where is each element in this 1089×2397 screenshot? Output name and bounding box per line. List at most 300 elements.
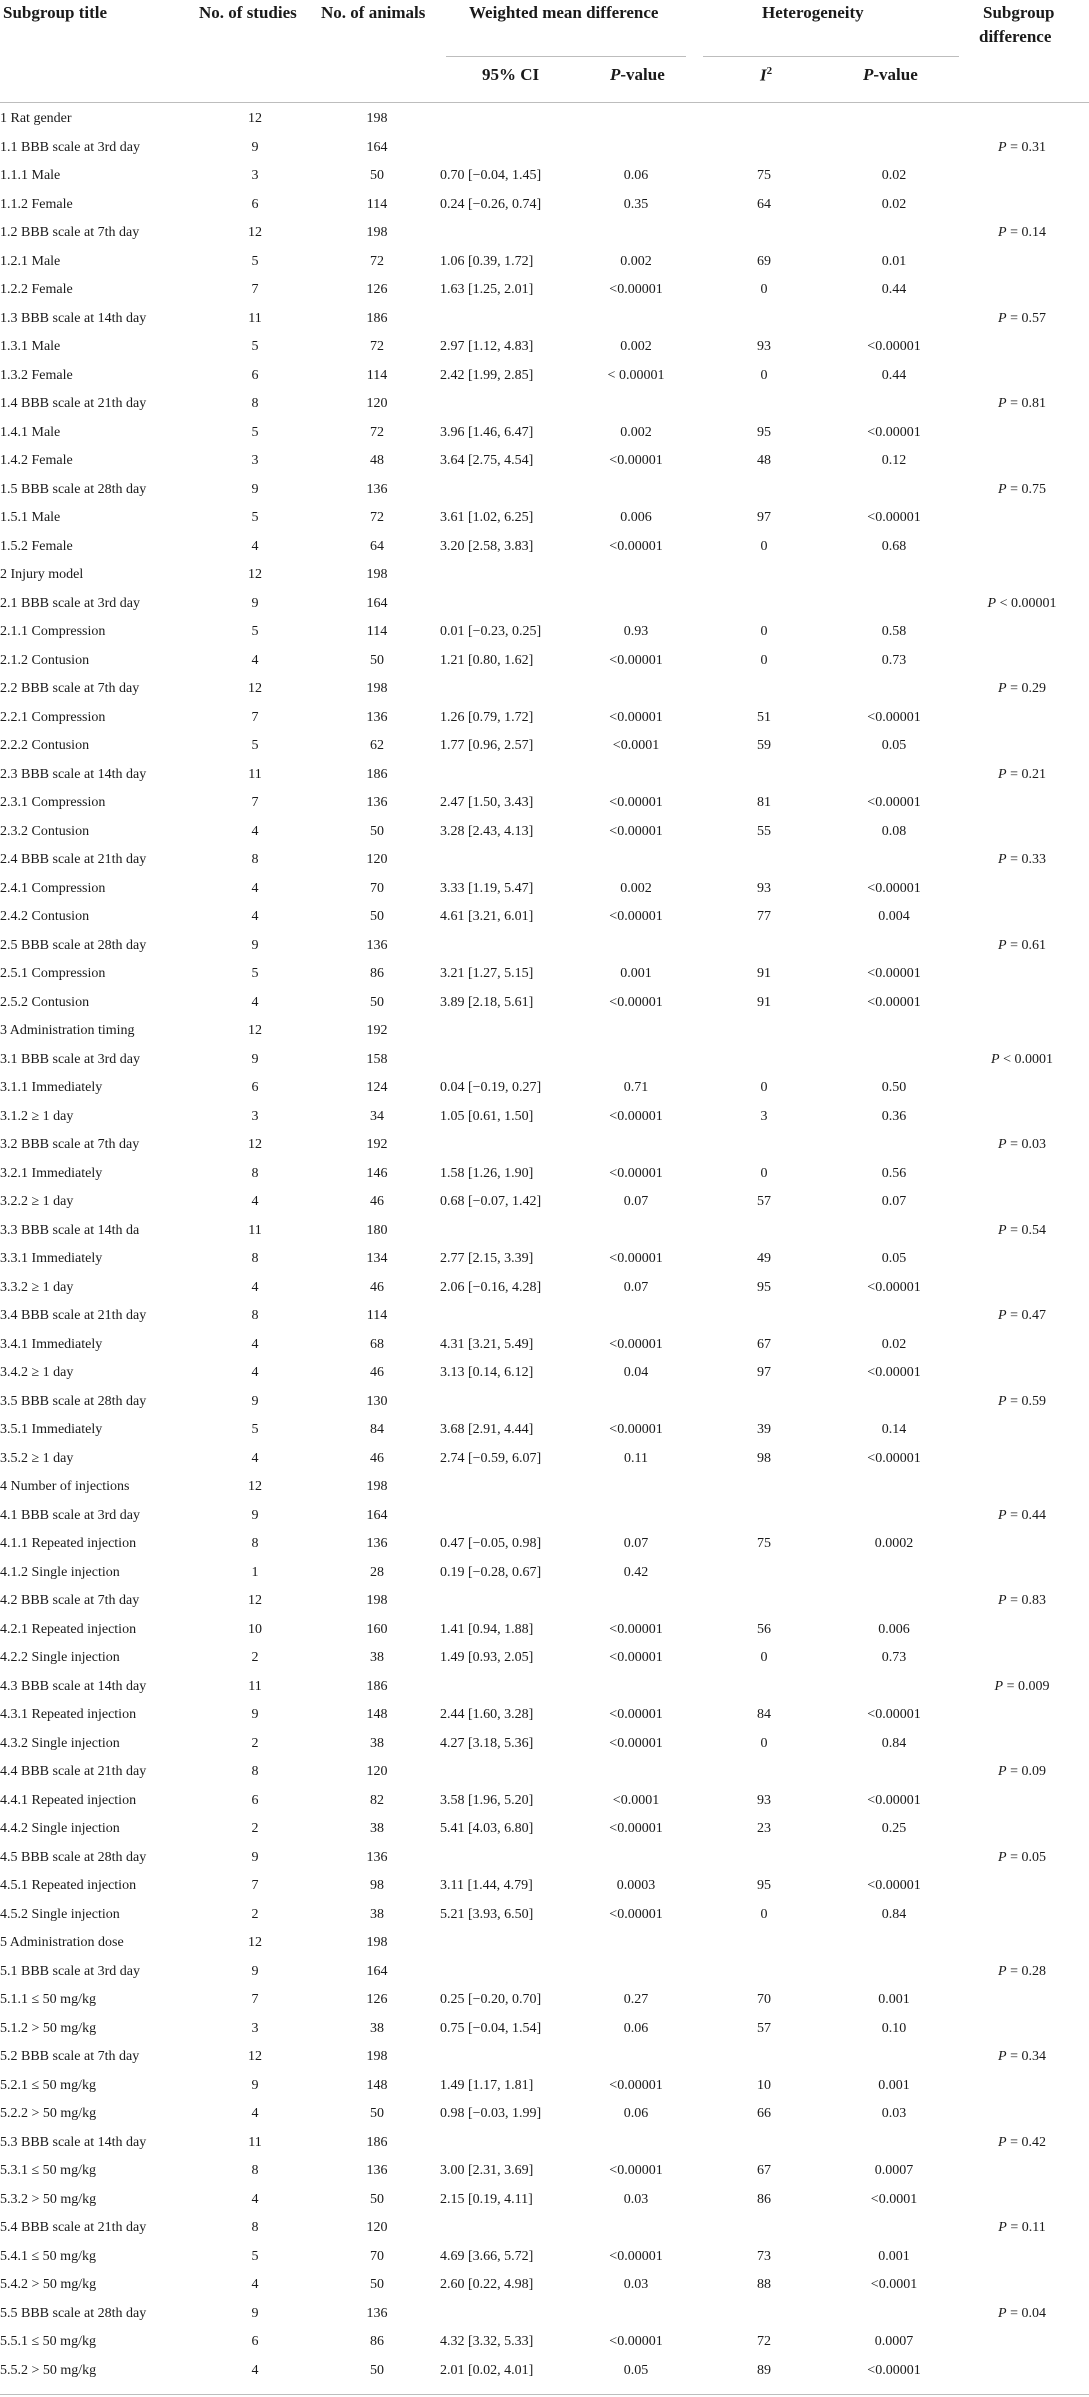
studies-count-cell: 6 [251,2334,259,2350]
subgroup-difference-cell [955,362,1089,391]
subgroup-title-cell: 5.5 BBB scale at 28th day [0,2305,147,2321]
subgroup-title-cell: 2.3 BBB scale at 14th day [0,766,147,782]
table-row [0,1388,1089,1417]
table-row [0,1302,1089,1331]
animals-count-cell: 136 [366,795,388,811]
table-row [0,1559,1089,1588]
studies-count-cell: 8 [251,396,259,412]
wmd-ci-cell [440,675,577,704]
header-heterogeneity-p-value: P-value [863,65,918,84]
subgroup-difference-cell: P = 0.83 [998,1593,1046,1609]
studies-count-cell: 2 [251,1650,259,1666]
studies-count-cell: 1 [251,1564,259,1580]
subgroup-title-cell: 3.4.2 ≥ 1 day [0,1365,74,1381]
subgroup-difference-cell [955,419,1089,448]
animals-count-cell: 38 [370,1906,384,1922]
subgroup-difference-cell [955,1929,1089,1958]
wmd-p-value-cell: < 0.00001 [607,367,665,383]
heterogeneity-p-value-cell [833,1017,955,1046]
subgroup-title-cell: 3.2.1 Immediately [0,1165,103,1181]
subgroup-difference-cell [955,191,1089,220]
subgroup-title-cell: 1.3 BBB scale at 14th day [0,310,147,326]
wmd-ci-cell: 0.01 [−0.23, 0.25] [440,624,542,640]
i-squared-cell: 95 [757,424,771,440]
table-row [0,447,1089,476]
subgroup-difference-cell [955,789,1089,818]
wmd-ci-cell: 2.77 [2.15, 3.39] [440,1251,534,1267]
wmd-ci-cell [440,2214,577,2243]
animals-count-cell: 46 [370,1279,384,1295]
heterogeneity-p-value-cell: 0.004 [878,909,910,925]
i-squared-cell: 57 [757,2020,771,2036]
wmd-ci-cell [440,1673,577,1702]
subgroup-table [0,105,1089,2385]
table-row [0,1046,1089,1075]
studies-count-cell: 9 [251,1963,259,1979]
animals-count-cell: 164 [366,595,388,611]
subgroup-title-cell: 1.2.2 Female [0,282,73,298]
wmd-ci-cell: 1.05 [0.61, 1.50] [440,1108,534,1124]
heterogeneity-p-value-cell [833,134,955,163]
animals-count-cell: 38 [370,1650,384,1666]
subgroup-title-cell: 1.5.2 Female [0,538,73,554]
header-no-studies: No. of studies [199,3,297,22]
studies-count-cell: 5 [251,966,259,982]
subgroup-title-cell: 3.4 BBB scale at 21th day [0,1308,147,1324]
heterogeneity-p-value-cell [833,390,955,419]
i-squared-cell: 0 [760,624,768,640]
wmd-p-value-cell: <0.00001 [609,1165,663,1181]
i-squared-cell: 89 [757,2362,771,2378]
table-row [0,1644,1089,1673]
animals-count-cell: 72 [370,339,384,355]
wmd-p-value-cell: <0.00001 [609,1707,663,1723]
wmd-p-value-cell: 0.07 [623,1194,649,1210]
wmd-ci-cell [440,1587,577,1616]
table-row [0,704,1089,733]
i-squared-cell: 64 [757,196,771,212]
animals-count-cell: 50 [370,909,384,925]
heterogeneity-p-value-cell: 0.50 [881,1080,907,1096]
subgroup-title-cell: 3.3.1 Immediately [0,1251,103,1267]
wmd-p-value-cell [577,1958,695,1987]
studies-count-cell: 5 [251,738,259,754]
studies-count-cell: 9 [251,139,259,155]
i-squared-cell: 55 [757,823,771,839]
heterogeneity-p-value-cell: 0.84 [881,1735,907,1751]
wmd-p-value-cell: <0.00001 [609,1735,663,1751]
animals-count-cell: 160 [366,1621,388,1637]
i-squared-cell: 72 [757,2334,771,2350]
animals-count-cell: 86 [370,2334,384,2350]
animals-count-cell: 72 [370,424,384,440]
table-row [0,618,1089,647]
i-squared-cell [695,1217,833,1246]
i-squared-cell [695,1587,833,1616]
wmd-p-value-cell [577,1587,695,1616]
animals-count-cell: 198 [366,1479,388,1495]
subgroup-title-cell: 2.1 BBB scale at 3rd day [0,595,140,611]
i-squared-cell [695,2129,833,2158]
studies-count-cell: 12 [248,1935,262,1951]
table-row [0,1217,1089,1246]
wmd-p-value-cell: 0.71 [623,1080,649,1096]
subgroup-title-cell: 4.4.1 Repeated injection [0,1792,137,1808]
table-row [0,390,1089,419]
animals-count-cell: 198 [366,2049,388,2065]
heterogeneity-p-value-cell: <0.00001 [867,1450,921,1466]
table-row [0,2129,1089,2158]
wmd-p-value-cell [577,1502,695,1531]
i-squared-cell: 23 [757,1821,771,1837]
table-row [0,1986,1089,2015]
heterogeneity-p-value-cell: 0.006 [878,1621,910,1637]
animals-count-cell: 120 [366,2220,388,2236]
header-heterogeneity: Heterogeneity [762,3,864,22]
heterogeneity-p-value-cell: 0.73 [881,1650,907,1666]
table-row [0,1530,1089,1559]
wmd-p-value-cell: 0.42 [623,1564,649,1580]
subgroup-difference-cell [955,1815,1089,1844]
table-row [0,1074,1089,1103]
i-squared-cell [695,1559,833,1588]
table-row [0,162,1089,191]
i-squared-cell [695,390,833,419]
subgroup-title-cell: 3.2 BBB scale at 7th day [0,1137,140,1153]
animals-count-cell: 126 [366,282,388,298]
i-squared-cell: 0 [760,652,768,668]
wmd-ci-cell: 5.41 [4.03, 6.80] [440,1821,534,1837]
wmd-ci-cell [440,2300,577,2329]
studies-count-cell: 7 [251,795,259,811]
table-body [0,105,1089,2385]
studies-count-cell: 7 [251,709,259,725]
animals-count-cell: 164 [366,1963,388,1979]
studies-count-cell: 6 [251,196,259,212]
subgroup-title-cell: 5 Administration dose [0,1935,124,1951]
subgroup-difference-cell [955,504,1089,533]
animals-count-cell: 64 [370,538,384,554]
animals-count-cell: 46 [370,1450,384,1466]
table-row [0,1787,1089,1816]
heterogeneity-p-value-cell: 0.58 [881,624,907,640]
wmd-p-value-cell [577,932,695,961]
table-row [0,2186,1089,2215]
wmd-ci-cell: 1.58 [1.26, 1.90] [440,1165,534,1181]
heterogeneity-p-value-cell: 0.68 [881,538,907,554]
animals-count-cell: 50 [370,2362,384,2378]
subgroup-title-cell: 1 Rat gender [0,111,72,127]
animals-count-cell: 134 [366,1251,388,1267]
subgroup-title-cell: 1.2 BBB scale at 7th day [0,225,140,241]
studies-count-cell: 7 [251,1992,259,2008]
studies-count-cell: 11 [248,2134,262,2150]
heterogeneity-p-value-cell: 0.03 [881,2106,907,2122]
subgroup-difference-cell [955,1530,1089,1559]
subgroup-title-cell: 2.4.2 Contusion [0,909,90,925]
wmd-ci-cell: 0.70 [−0.04, 1.45] [440,168,542,184]
wmd-p-value-cell: 0.07 [623,1279,649,1295]
studies-count-cell: 9 [251,1393,259,1409]
heterogeneity-p-value-cell [833,2214,955,2243]
heterogeneity-p-value-cell: <0.00001 [867,1878,921,1894]
wmd-p-value-cell [577,390,695,419]
table-row [0,2015,1089,2044]
heterogeneity-p-value-cell: 0.0007 [874,2334,914,2350]
i-squared-cell [695,2300,833,2329]
subgroup-difference-cell [955,1416,1089,1445]
studies-count-cell: 10 [248,1621,262,1637]
i-squared-cell: 77 [757,909,771,925]
studies-count-cell: 5 [251,253,259,269]
studies-count-cell: 3 [251,2020,259,2036]
header-95-ci: 95% CI [482,65,540,84]
subgroup-difference-cell: P = 0.75 [998,481,1046,497]
wmd-ci-cell [440,2043,577,2072]
studies-count-cell: 5 [251,424,259,440]
subgroup-difference-cell: P < 0.0001 [991,1051,1053,1067]
wmd-ci-cell [440,1758,577,1787]
wmd-ci-cell: 4.27 [3.18, 5.36] [440,1735,534,1751]
animals-count-cell: 70 [370,2248,384,2264]
wmd-p-value-cell: <0.00001 [609,538,663,554]
table-row [0,248,1089,277]
subgroup-difference-cell: P = 0.31 [998,139,1046,155]
studies-count-cell: 4 [251,994,259,1010]
header-no-animals: No. of animals [321,3,426,22]
animals-count-cell: 50 [370,652,384,668]
subgroup-difference-cell [955,2271,1089,2300]
i-squared-cell: 0 [760,1650,768,1666]
wmd-ci-cell [440,561,577,590]
heterogeneity-p-value-cell: 0.0007 [874,2163,914,2179]
wmd-ci-cell [440,1017,577,1046]
animals-count-cell: 28 [370,1564,384,1580]
heterogeneity-p-value-cell [833,2300,955,2329]
i-squared-cell [695,1958,833,1987]
wmd-ci-cell: 3.33 [1.19, 5.47] [440,880,534,896]
studies-count-cell: 12 [248,225,262,241]
wmd-ci-cell: 1.63 [1.25, 2.01] [440,282,534,298]
wmd-p-value-cell [577,2043,695,2072]
wmd-p-value-cell: 0.93 [623,624,649,640]
studies-count-cell: 4 [251,538,259,554]
wmd-p-value-cell [577,2214,695,2243]
subgroup-title-cell: 3 Administration timing [0,1023,135,1039]
wmd-ci-cell: 3.20 [2.58, 3.83] [440,538,534,554]
heterogeneity-p-value-cell: <0.00001 [867,510,921,526]
wmd-ci-cell: 2.44 [1.60, 3.28] [440,1707,534,1723]
animals-count-cell: 46 [370,1365,384,1381]
wmd-ci-cell: 0.98 [−0.03, 1.99] [440,2106,542,2122]
animals-count-cell: 186 [366,766,388,782]
wmd-p-value-cell [577,846,695,875]
wmd-ci-cell: 2.47 [1.50, 3.43] [440,795,534,811]
subgroup-title-cell: 3.5 BBB scale at 28th day [0,1393,147,1409]
subgroup-difference-cell: P = 0.47 [998,1308,1046,1324]
subgroup-title-cell: 4.4.2 Single injection [0,1821,120,1837]
wmd-p-value-cell: <0.00001 [609,282,663,298]
table-row [0,1445,1089,1474]
animals-count-cell: 124 [366,1080,388,1096]
subgroup-title-cell: 4.3.2 Single injection [0,1735,120,1751]
table-row [0,2157,1089,2186]
heterogeneity-p-value-cell [833,1217,955,1246]
animals-count-cell: 46 [370,1194,384,1210]
subgroup-difference-cell [955,1245,1089,1274]
wmd-p-value-cell: <0.00001 [609,1336,663,1352]
i-squared-cell: 0 [760,1080,768,1096]
heterogeneity-p-value-cell [833,1758,955,1787]
subgroup-difference-cell [955,960,1089,989]
i-squared-cell: 67 [757,2163,771,2179]
i-squared-cell: 67 [757,1336,771,1352]
animals-count-cell: 130 [366,1393,388,1409]
i-squared-cell [695,675,833,704]
subgroup-difference-cell [955,2357,1089,2386]
wmd-ci-cell [440,1388,577,1417]
heterogeneity-p-value-cell: 0.25 [881,1821,907,1837]
subgroup-difference-cell [955,333,1089,362]
studies-count-cell: 8 [251,1764,259,1780]
animals-count-cell: 34 [370,1108,384,1124]
table-row [0,2043,1089,2072]
wmd-p-value-cell: 0.11 [624,1450,648,1466]
table-row [0,875,1089,904]
table-row [0,789,1089,818]
animals-count-cell: 136 [366,937,388,953]
heterogeneity-p-value-cell: 0.10 [881,2020,907,2036]
studies-count-cell: 8 [251,2220,259,2236]
studies-count-cell: 11 [248,1678,262,1694]
i-squared-cell [695,305,833,334]
wmd-ci-cell: 3.11 [1.44, 4.79] [440,1878,533,1894]
header-i-squared: $I^2$ [760,65,773,85]
animals-count-cell: 38 [370,1821,384,1837]
wmd-p-value-cell: 0.05 [623,2362,649,2378]
heterogeneity-p-value-cell [833,846,955,875]
i-squared-cell [695,846,833,875]
animals-count-cell: 50 [370,2277,384,2293]
heterogeneity-p-value-cell: <0.00001 [867,339,921,355]
i-squared-cell [695,1046,833,1075]
wmd-p-value-cell: <0.00001 [609,1821,663,1837]
subgroup-title-cell: 3.5.2 ≥ 1 day [0,1450,74,1466]
subgroup-difference-cell [955,1359,1089,1388]
table-row [0,818,1089,847]
heterogeneity-p-value-cell: <0.00001 [867,1365,921,1381]
wmd-ci-cell: 2.60 [0.22, 4.98] [440,2277,534,2293]
subgroup-title-cell: 4.2.1 Repeated injection [0,1621,137,1637]
heterogeneity-p-value-cell [833,219,955,248]
heterogeneity-p-value-cell: 0.001 [878,2077,910,2093]
wmd-p-value-cell: 0.002 [620,339,652,355]
wmd-ci-cell: 0.68 [−0.07, 1.42] [440,1194,542,1210]
i-squared-cell: 95 [757,1878,771,1894]
subgroup-difference-cell [955,1986,1089,2015]
wmd-ci-cell: 4.32 [3.32, 5.33] [440,2334,534,2350]
subgroup-title-cell: 4.1 BBB scale at 3rd day [0,1507,140,1523]
subgroup-title-cell: 1.4 BBB scale at 21th day [0,396,147,412]
wmd-ci-cell: 1.26 [0.79, 1.72] [440,709,534,725]
table-row [0,1616,1089,1645]
subgroup-difference-cell [955,2100,1089,2129]
animals-count-cell: 48 [370,453,384,469]
animals-count-cell: 126 [366,1992,388,2008]
heterogeneity-p-value-cell: 0.84 [881,1906,907,1922]
subgroup-title-cell: 4.3 BBB scale at 14th day [0,1678,147,1694]
i-squared-cell: 95 [757,1279,771,1295]
table-row [0,1331,1089,1360]
heterogeneity-p-value-cell: 0.73 [881,652,907,668]
i-squared-cell [695,476,833,505]
subgroup-difference-cell [955,1616,1089,1645]
wmd-ci-cell: 5.21 [3.93, 6.50] [440,1906,534,1922]
heterogeneity-p-value-cell: 0.05 [881,738,907,754]
animals-count-cell: 114 [366,196,388,212]
heterogeneity-p-value-cell: <0.00001 [867,1707,921,1723]
wmd-p-value-cell [577,1131,695,1160]
heterogeneity-p-value-cell: 0.05 [881,1251,907,1267]
wmd-ci-cell: 2.97 [1.12, 4.83] [440,339,534,355]
heterogeneity-p-value-cell [833,105,955,134]
table-row [0,1188,1089,1217]
subgroup-difference-cell [955,647,1089,676]
animals-count-cell: 114 [366,1308,388,1324]
subgroup-difference-cell [955,1103,1089,1132]
wmd-p-value-cell: 0.03 [623,2191,649,2207]
i-squared-cell [695,590,833,619]
heterogeneity-p-value-cell [833,305,955,334]
subgroup-difference-cell [955,2015,1089,2044]
subgroup-title-cell: 5.2 BBB scale at 7th day [0,2049,140,2065]
subgroup-title-cell: 5.4.2 > 50 mg/kg [0,2277,97,2293]
wmd-ci-cell: 3.00 [2.31, 3.69] [440,2163,534,2179]
i-squared-cell [695,561,833,590]
animals-count-cell: 136 [366,2305,388,2321]
table-row [0,1673,1089,1702]
wmd-ci-cell: 2.06 [−0.16, 4.28] [440,1279,542,1295]
table-row [0,333,1089,362]
heterogeneity-p-value-cell: 0.0002 [874,1536,914,1552]
subgroup-difference-cell [955,1473,1089,1502]
i-squared-cell: 10 [757,2077,771,2093]
i-squared-cell: 59 [757,738,771,754]
studies-count-cell: 5 [251,2248,259,2264]
wmd-p-value-cell [577,675,695,704]
subgroup-difference-cell: P = 0.11 [998,2220,1046,2236]
wmd-p-value-cell: 0.06 [623,168,649,184]
subgroup-difference-cell [955,162,1089,191]
heterogeneity-p-value-cell: <0.00001 [867,994,921,1010]
subgroup-difference-cell [955,2186,1089,2215]
animals-count-cell: 146 [366,1165,388,1181]
heterogeneity-p-value-cell: <0.0001 [870,2191,918,2207]
animals-count-cell: 136 [366,1849,388,1865]
animals-count-cell: 180 [366,1222,388,1238]
wmd-p-value-cell: 0.002 [620,253,652,269]
wmd-p-value-cell [577,1929,695,1958]
animals-count-cell: 120 [366,396,388,412]
animals-count-cell: 86 [370,966,384,982]
subgroup-title-cell: 3.5.1 Immediately [0,1422,103,1438]
subgroup-difference-cell: P = 0.44 [998,1507,1046,1523]
heterogeneity-p-value-cell [833,1388,955,1417]
subgroup-title-cell: 1.5.1 Male [0,510,61,526]
subgroup-title-cell: 3.3.2 ≥ 1 day [0,1279,74,1295]
subgroup-title-cell: 2.3.1 Compression [0,795,106,811]
wmd-p-value-cell: 0.001 [620,966,652,982]
